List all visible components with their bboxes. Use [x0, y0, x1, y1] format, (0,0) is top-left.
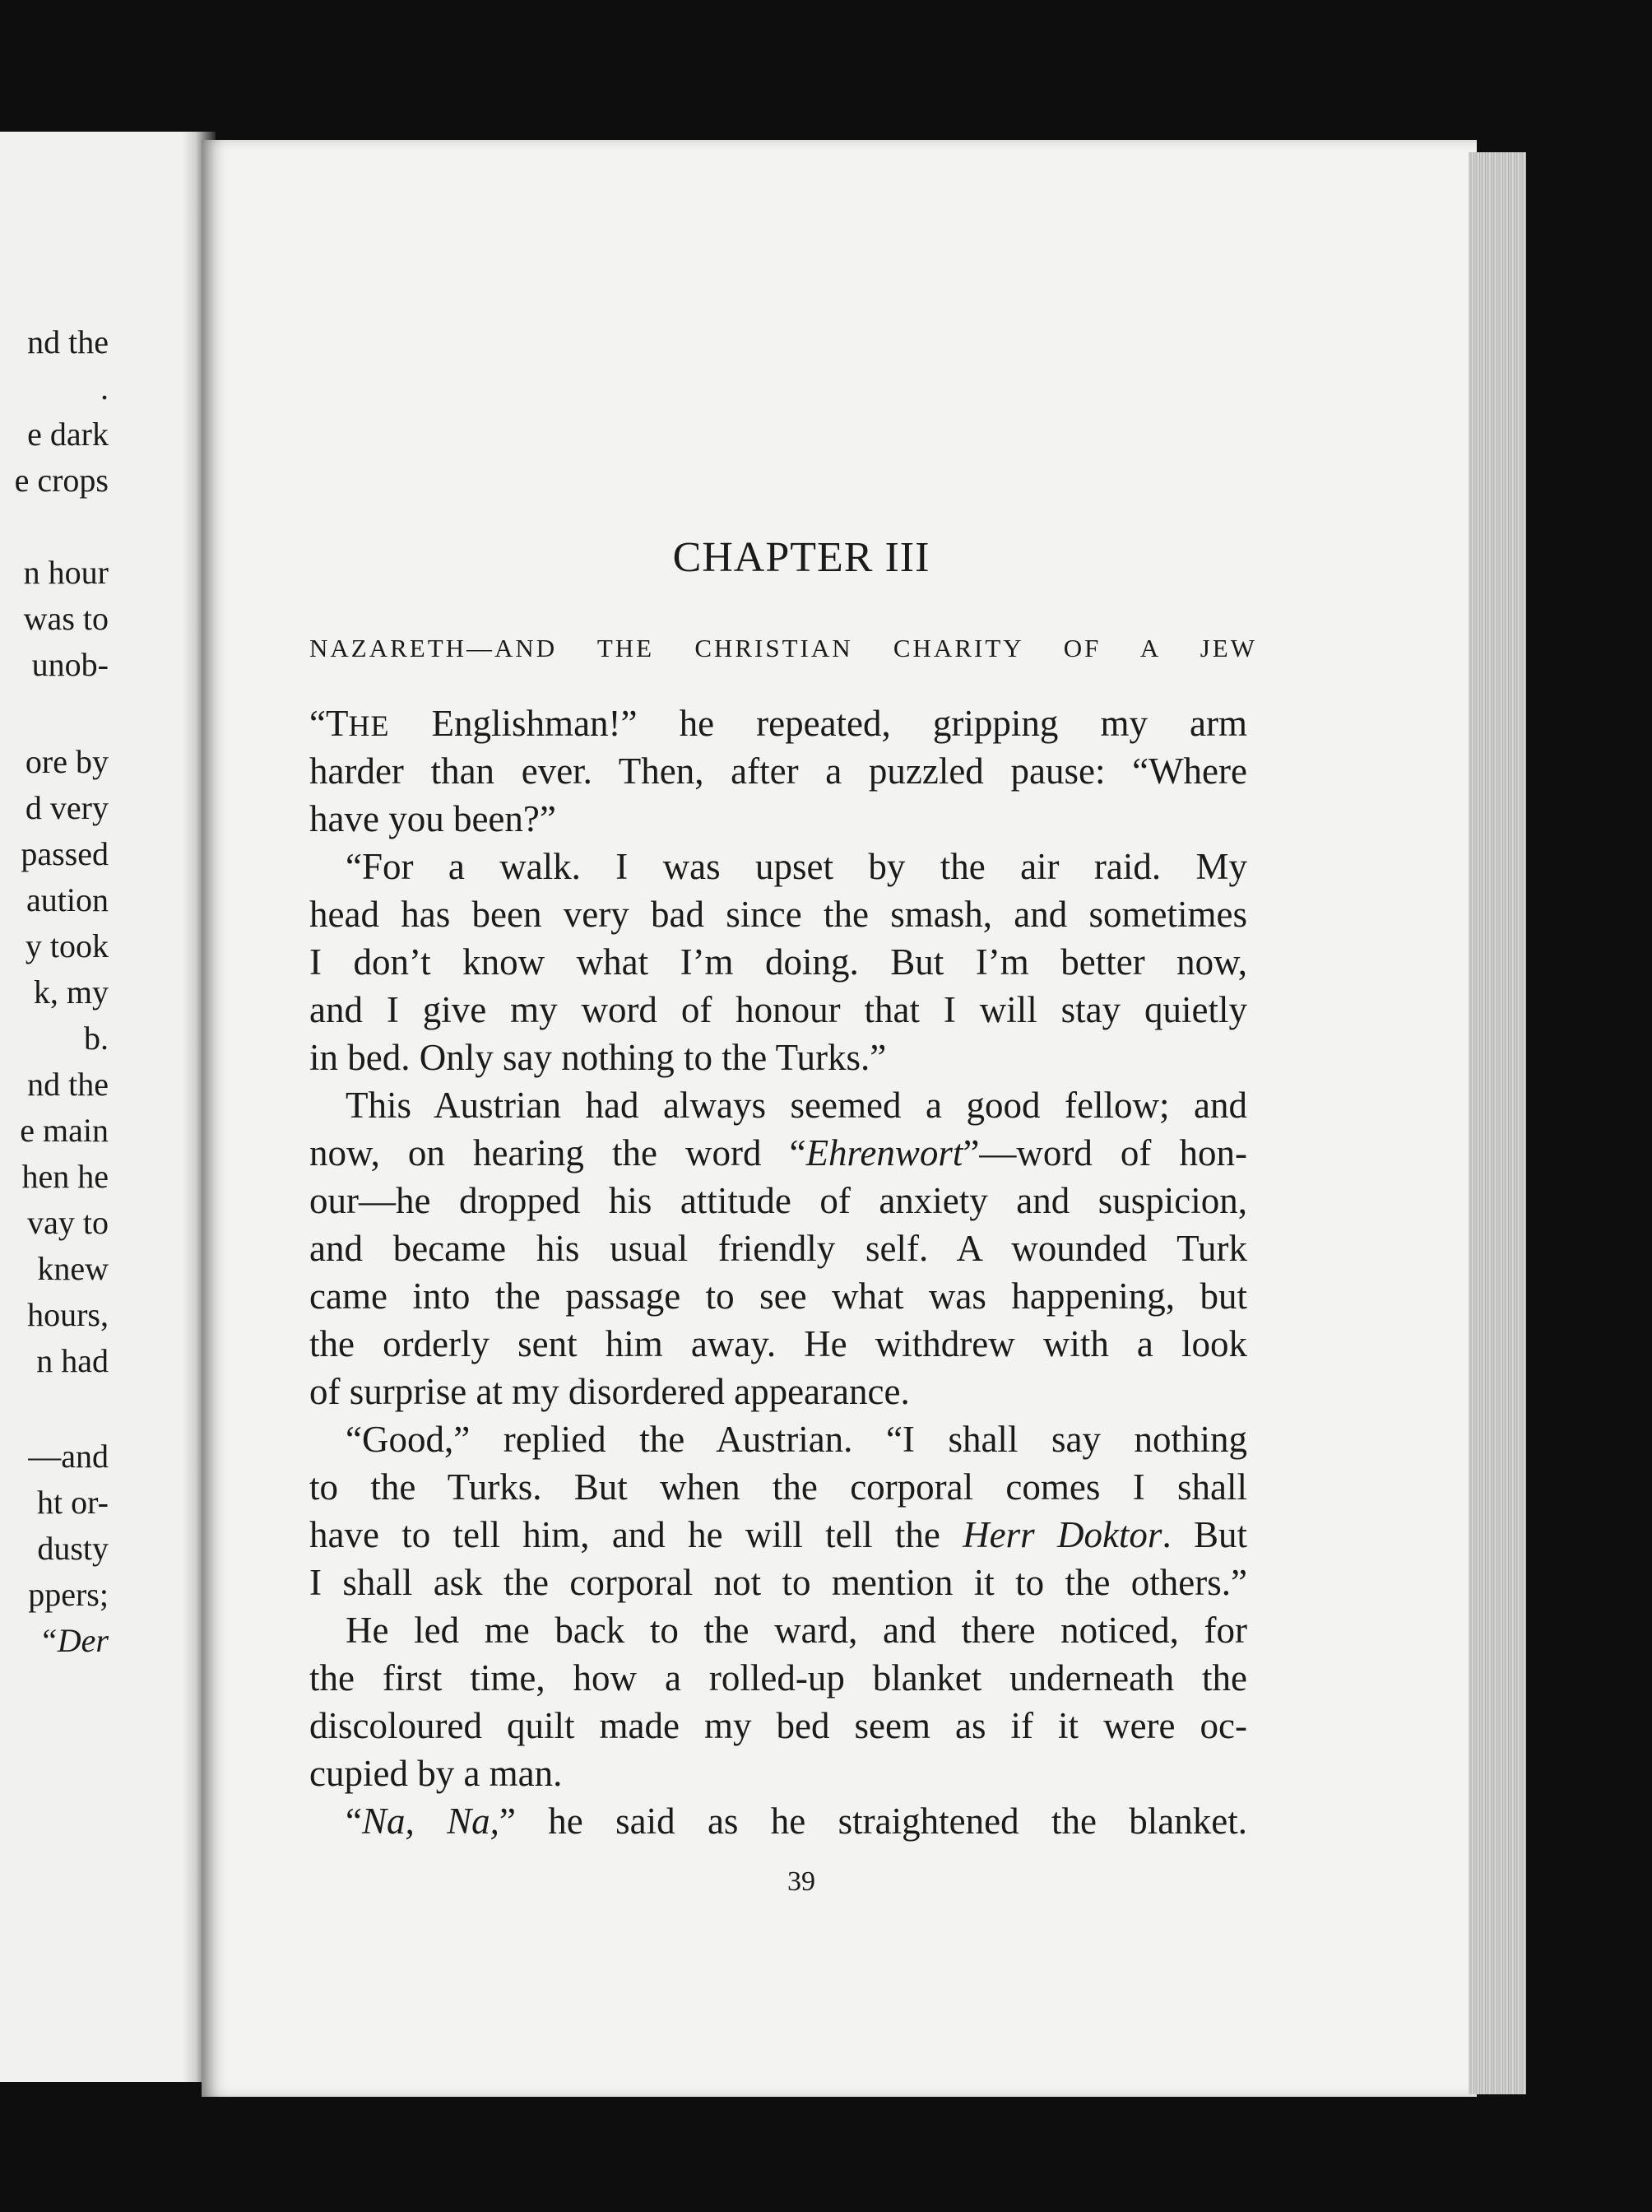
text-line: have you been?”	[309, 798, 556, 839]
text-line: cupied by a man.	[309, 1753, 563, 1794]
left-line: ht or-	[37, 1484, 109, 1521]
text-line: I don’t know what I’m doing. But I’m better now,	[309, 941, 1247, 983]
chapter-subtitle: NAZARETH—AND THE CHRISTIAN CHARITY OF A JEW	[309, 634, 1257, 662]
page-edges	[1469, 152, 1526, 2094]
text-line: of surprise at my disordered appearance.	[309, 1371, 910, 1412]
left-line: .	[100, 369, 109, 407]
left-line: dusty	[37, 1530, 109, 1567]
left-line: n had	[36, 1342, 109, 1379]
left-page	[0, 132, 206, 2082]
chapter-title-text: CHAPTER III	[672, 534, 930, 581]
text-line: have to tell him, and he will tell the Herr Doktor. But	[309, 1514, 1248, 1555]
body-text	[309, 699, 1247, 1845]
left-line: “Der	[39, 1622, 109, 1659]
text-line: This Austrian had always seemed a good fellow; and	[346, 1085, 1247, 1126]
left-line: hours,	[27, 1296, 109, 1333]
left-line: was to	[23, 600, 109, 637]
left-line: unob-	[31, 646, 109, 683]
left-line: hen he	[21, 1158, 109, 1195]
text-line: discoloured quilt made my bed seem as if it were oc-	[309, 1705, 1247, 1746]
left-line: aution	[26, 881, 109, 918]
text-line: now, on hearing the word “Ehrenwort”—word of hon-	[309, 1132, 1247, 1173]
left-line: ore by	[25, 743, 109, 780]
left-line: e crops	[14, 462, 109, 499]
text-line: in bed. Only say nothing to the Turks.”	[309, 1037, 887, 1078]
text-line: “Na, Na,” he said as he straightened the blanket.	[346, 1801, 1247, 1842]
left-line: nd the	[27, 323, 109, 360]
text-line: our—he dropped his attitude of anxiety and suspicion,	[309, 1180, 1247, 1221]
text-line: to the Turks. But when the corporal comes I shall	[309, 1466, 1247, 1508]
left-line: e main	[20, 1112, 109, 1149]
text-line: came into the passage to see what was happening, but	[309, 1276, 1247, 1317]
page-number	[0, 1866, 1652, 1898]
text-line: the first time, how a rolled-up blanket underneath the	[309, 1657, 1247, 1698]
text-line: I shall ask the corporal not to mention it to the others.”	[309, 1562, 1247, 1603]
left-line: knew	[37, 1250, 109, 1287]
text-line: He led me back to the ward, and there noticed, for	[346, 1610, 1247, 1651]
text-line: head has been very bad since the smash, and sometimes	[309, 894, 1247, 935]
left-line: k, my	[33, 974, 109, 1011]
text-line: harder than ever. Then, after a puzzled pause: “Where	[309, 750, 1247, 792]
left-line: e dark	[27, 416, 109, 453]
left-line: y took	[25, 927, 109, 964]
left-line: vay to	[27, 1204, 109, 1241]
left-line: ppers;	[28, 1576, 109, 1613]
text-line: “Good,” replied the Austrian. “I shall say nothing	[346, 1419, 1247, 1460]
text-line: and I give my word of honour that I will stay quietly	[309, 989, 1247, 1030]
text-line: the orderly sent him away. He withdrew with a look	[309, 1323, 1247, 1364]
left-line: passed	[21, 835, 109, 872]
page-number-text: 39	[787, 1866, 815, 1897]
left-line: d very	[25, 789, 109, 826]
text-line: and became his usual friendly self. A wounded Turk	[309, 1228, 1247, 1269]
text-line: “THE Englishman!” he repeated, gripping my arm	[309, 703, 1247, 744]
left-line: —and	[28, 1438, 109, 1475]
chapter-title	[0, 533, 1652, 582]
left-line: b.	[84, 1020, 109, 1057]
left-line: nd the	[27, 1066, 109, 1103]
text-line: “For a walk. I was upset by the air raid. My	[346, 846, 1247, 887]
left-line: n hour	[23, 554, 109, 591]
